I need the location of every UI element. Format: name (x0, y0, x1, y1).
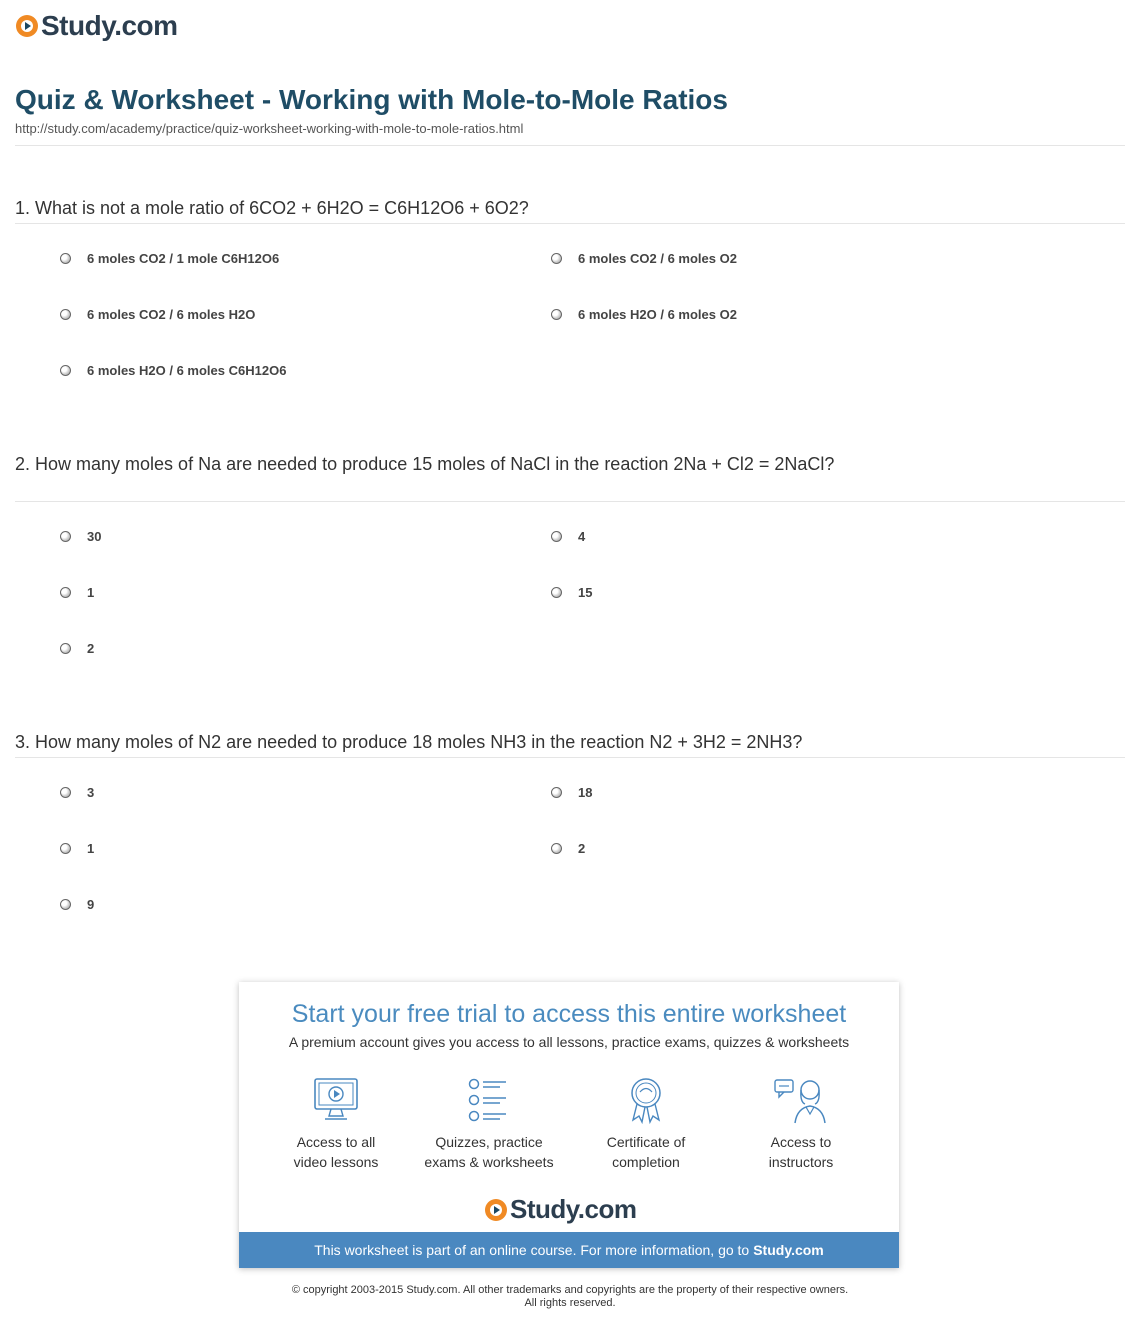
question-2-option-a[interactable] (60, 529, 101, 544)
copyright-line2: All rights reserved. (524, 1297, 616, 1309)
question-1-option-e[interactable] (60, 363, 286, 378)
question-3-option-b[interactable] (551, 785, 592, 800)
option-label: 4 (578, 529, 586, 544)
promo-title[interactable]: Start your free trial to access this entire worksheet (291, 1000, 847, 1028)
question-1-option-d[interactable] (551, 307, 737, 322)
logo-text: Study.com (510, 1194, 637, 1224)
question-1-text: 1. What is not a mole ratio of 6CO2 + 6H2O = C6H12O6 + 6O2? (15, 198, 529, 218)
question-3-text: 3. How many moles of N2 are needed to produce 18 moles NH3 in the reaction N2 + 3H2 = 2NH3? (15, 732, 803, 752)
header-divider (15, 145, 1125, 146)
radio-button[interactable] (551, 253, 562, 264)
question-3-option-e[interactable] (60, 897, 94, 912)
option-label: 6 moles CO2 / 6 moles O2 (578, 251, 737, 266)
question-3-option-d[interactable] (551, 841, 585, 856)
feature-instructors (726, 1076, 876, 1172)
option-label: 18 (578, 785, 593, 800)
option-label: 9 (87, 897, 95, 912)
free-trial-promo (239, 982, 899, 1268)
radio-button[interactable] (551, 531, 562, 542)
logo-text: Study.com (41, 10, 178, 41)
option-label: 2 (578, 841, 586, 856)
radio-button[interactable] (551, 843, 562, 854)
feature-quizzes (414, 1076, 564, 1172)
option-label: 6 moles CO2 / 1 mole C6H12O6 (87, 251, 280, 266)
question-2-option-b[interactable] (551, 529, 585, 544)
option-label: 6 moles H2O / 6 moles O2 (578, 307, 737, 322)
radio-button[interactable] (60, 253, 71, 264)
feature-video-lessons (261, 1076, 411, 1172)
promo-bar-text: This worksheet is part of an online course. For more information, go to (314, 1242, 750, 1258)
option-label: 6 moles H2O / 6 moles C6H12O6 (87, 363, 287, 378)
radio-button[interactable] (60, 309, 71, 320)
promo-subtitle: A premium account gives you access to all lessons, practice exams, quizzes & worksheets (288, 1034, 850, 1050)
feature-label-line2: instructors (768, 1154, 834, 1170)
question-3-divider (15, 757, 1125, 758)
page-title: Quiz & Worksheet - Working with Mole-to-Mole Ratios (15, 84, 728, 115)
question-2-option-e[interactable] (60, 641, 94, 656)
option-label: 30 (87, 529, 102, 544)
feature-label-line1: Access to (770, 1134, 832, 1150)
question-2-option-d[interactable] (551, 585, 592, 600)
promo-studycom-logo[interactable] (485, 1194, 636, 1225)
option-label: 1 (87, 841, 95, 856)
question-2-text: 2. How many moles of Na are needed to produce 15 moles of NaCl in the reaction 2Na + Cl2 = 2NaCl? (15, 454, 835, 474)
radio-button[interactable] (551, 587, 562, 598)
radio-button[interactable] (551, 787, 562, 798)
radio-button[interactable] (60, 587, 71, 598)
feature-label-line1: Access to all (296, 1134, 376, 1150)
video-lesson-icon (311, 1076, 361, 1124)
question-1-option-b[interactable] (551, 251, 737, 266)
quiz-list-icon (464, 1076, 514, 1124)
option-label: 2 (87, 641, 95, 656)
radio-button[interactable] (551, 309, 562, 320)
page-url: http://study.com/academy/practice/quiz-worksheet-working-with-mole-to-mole-ratios.html (15, 121, 524, 136)
radio-button[interactable] (60, 365, 71, 376)
question-3-option-a[interactable] (60, 785, 94, 800)
option-label: 1 (87, 585, 95, 600)
copyright (0, 1284, 1140, 1310)
play-logo-icon (485, 1199, 507, 1221)
feature-label-line1: Quizzes, practice (435, 1134, 543, 1150)
feature-label-line2: video lessons (293, 1154, 379, 1170)
instructor-icon (773, 1076, 829, 1124)
studycom-link[interactable]: Study.com (753, 1242, 824, 1258)
question-2-option-c[interactable] (60, 585, 94, 600)
radio-button[interactable] (60, 643, 71, 654)
radio-button[interactable] (60, 843, 71, 854)
question-3-option-c[interactable] (60, 841, 94, 856)
question-2-divider (15, 501, 1125, 502)
feature-label-line1: Certificate of (606, 1134, 686, 1150)
radio-button[interactable] (60, 531, 71, 542)
play-logo-icon (16, 15, 38, 37)
radio-button[interactable] (60, 899, 71, 910)
question-1-divider (15, 223, 1125, 224)
option-label: 3 (87, 785, 95, 800)
studycom-logo[interactable] (16, 10, 178, 42)
feature-certificate (571, 1076, 721, 1172)
option-label: 15 (578, 585, 593, 600)
question-1-option-a[interactable] (60, 251, 279, 266)
radio-button[interactable] (60, 787, 71, 798)
feature-label-line2: exams & worksheets (424, 1154, 554, 1170)
question-1-option-c[interactable] (60, 307, 255, 322)
certificate-icon (621, 1076, 671, 1124)
feature-label-line2: completion (612, 1154, 680, 1170)
promo-info-bar (239, 1232, 899, 1268)
option-label: 6 moles CO2 / 6 moles H2O (87, 307, 256, 322)
copyright-line1: © copyright 2003-2015 Study.com. All other trademarks and copyrights are the property of their respective owners. (291, 1284, 849, 1296)
